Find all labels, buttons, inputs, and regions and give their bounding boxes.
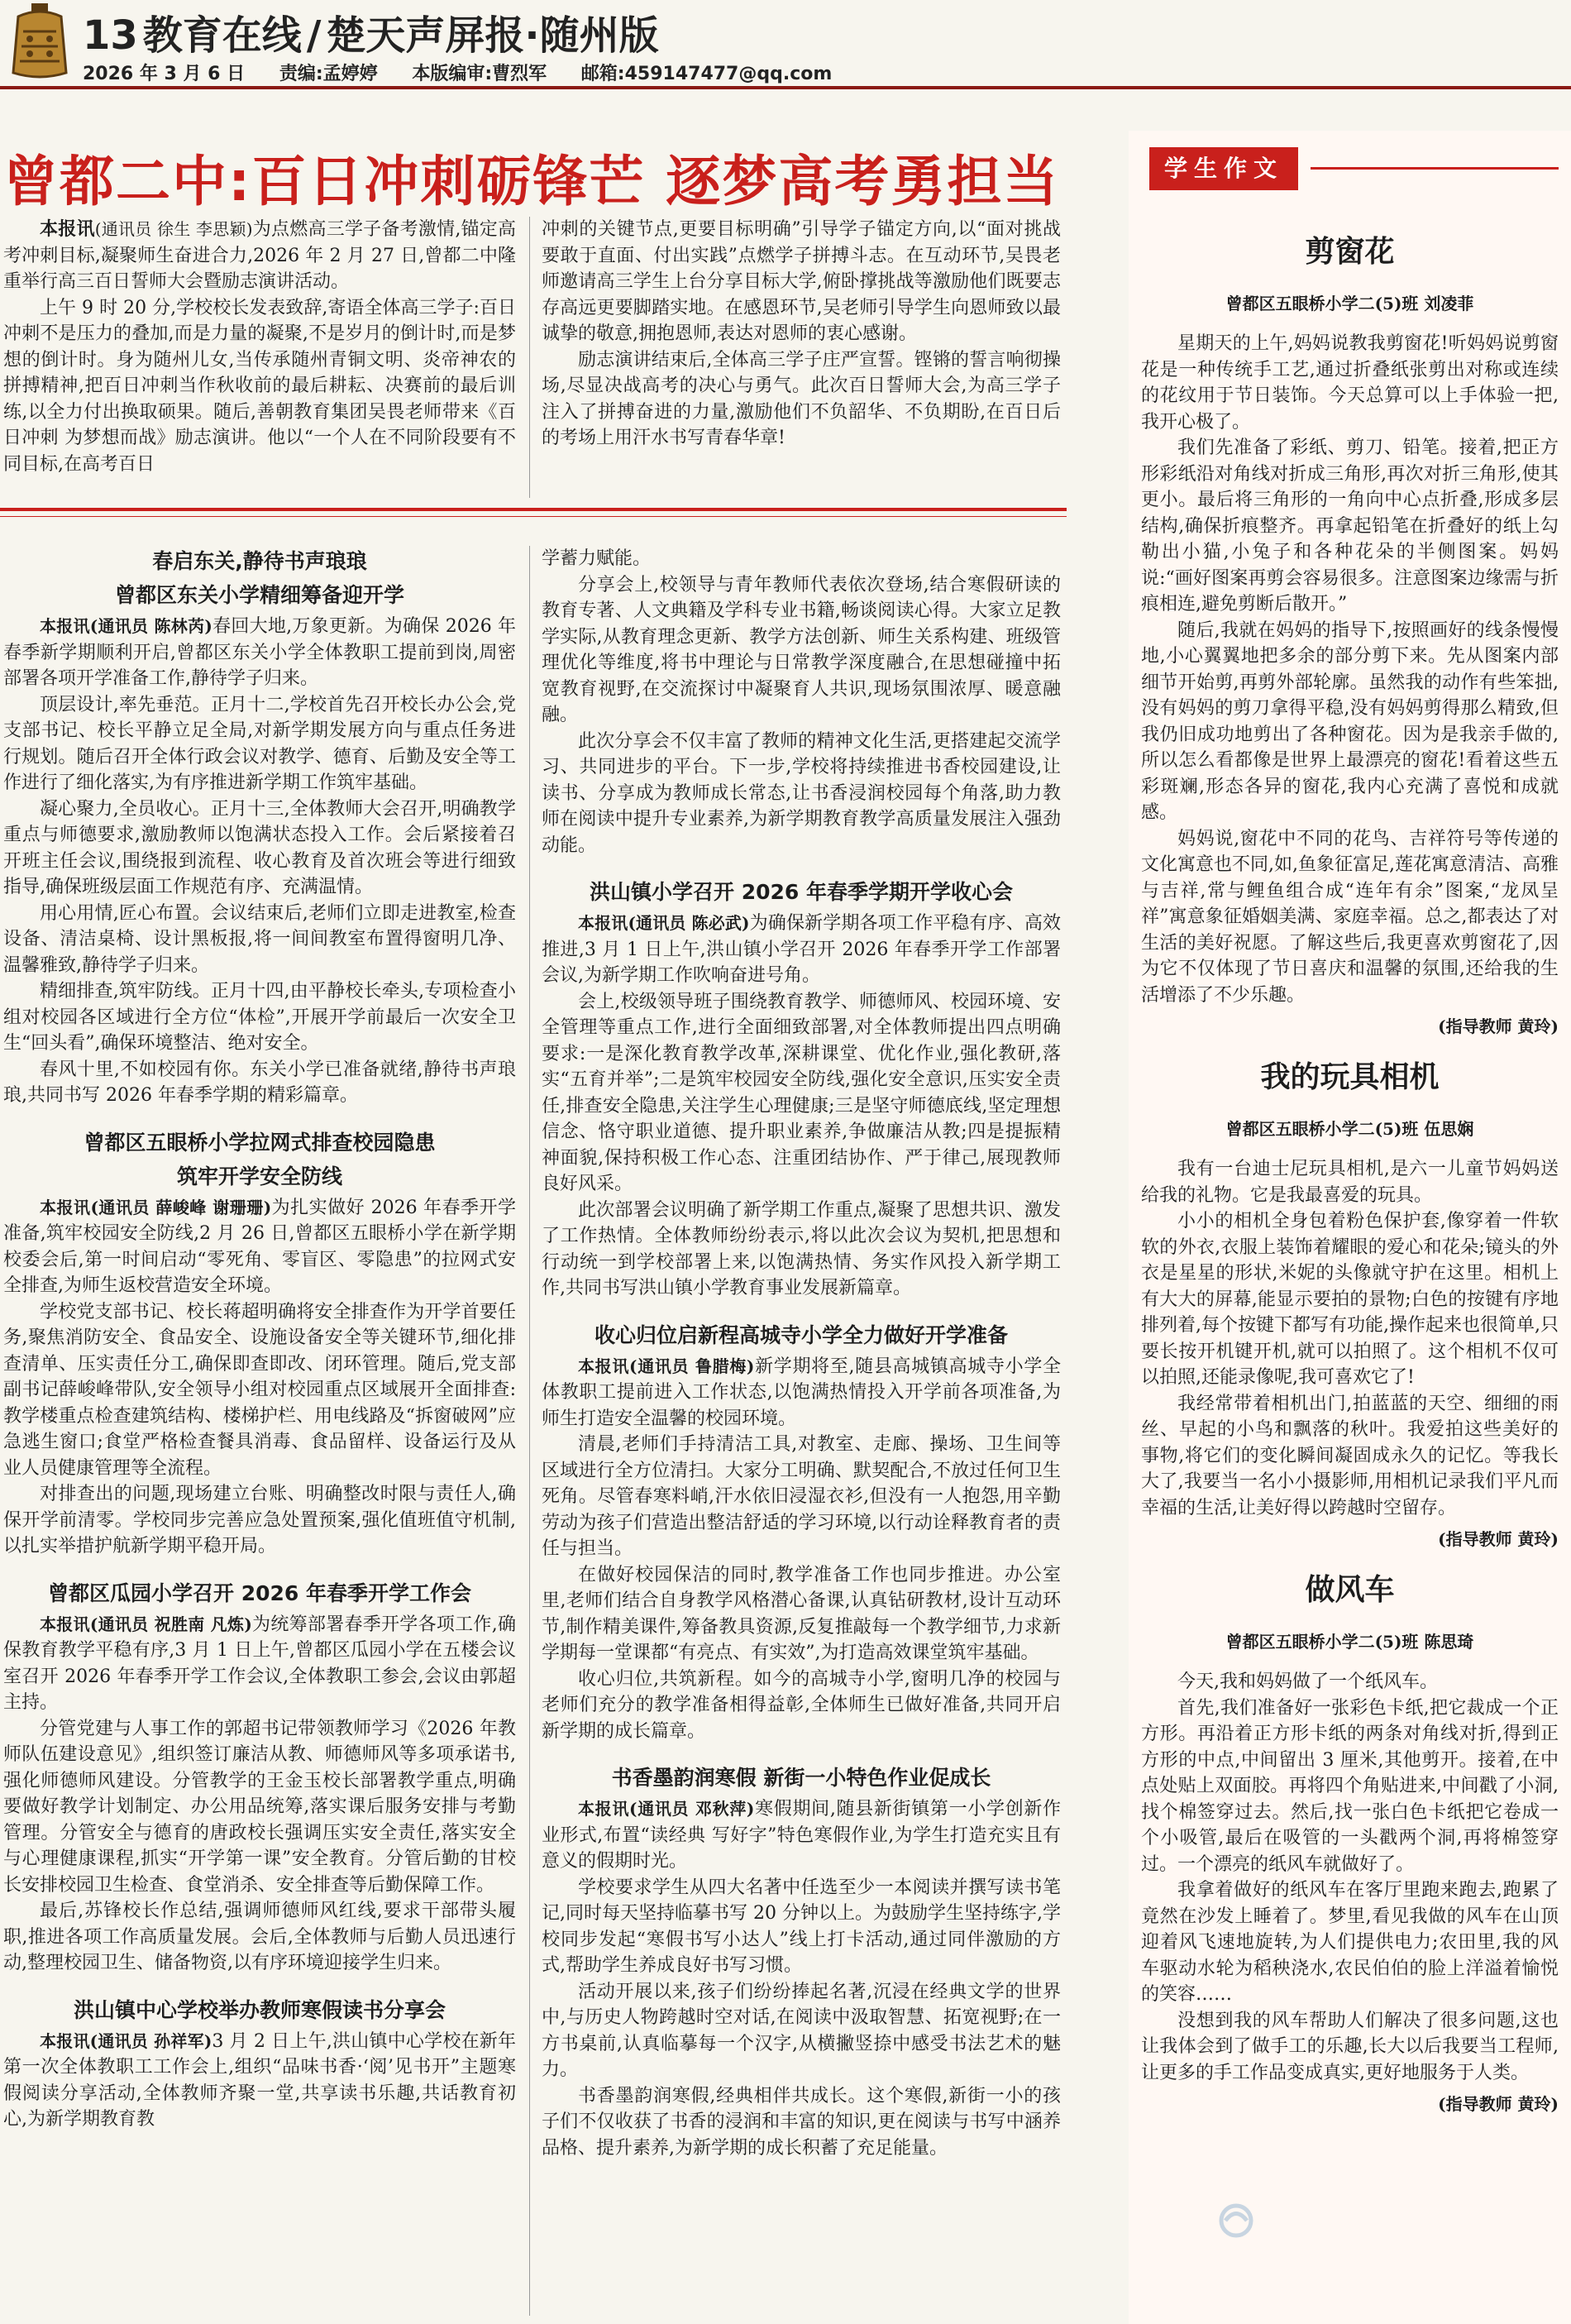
masthead [0,0,1571,89]
article-byline: 本报讯(通讯员 薛峻峰 谢珊珊) [40,1197,272,1217]
article-hongshan-reading: 洪山镇中心学校举办教师寒假读书分享会 本报讯(通讯员 孙祥军)3 月 2 日上午,洪山镇中心学校在新年第一次全体教职工工作会上,组织“品味书香·‘阅’见书开”主题寒假阅读分享活动,全体教师齐聚一堂,共享读书乐趣,共话教育初心,为新学期教育教 [3,1995,516,2133]
paper-name: 楚天声屏报·随州版 [326,12,659,59]
essay-column [1141,213,1559,2321]
watermark-logo-icon [1215,2200,1430,2241]
article-title: 书香墨韵润寒假 新街一小特色作业促成长 [611,1766,991,1790]
article-xinjie: 书香墨韵润寒假 新街一小特色作业促成长 本报讯(通讯员 邓秋萍)寒假期间,随县新街镇第一小学创新作业形式,布置“读经典 写好字”特色寒假作业,为学生打造充实且有意义的假期时光。 学校要求学生从四大名著中任选至少一本阅读并撰写读书笔记,同时每天坚持临摹书写 20 分钟以上。为鼓励学生坚持练字,学校同步发起“寒假书写小达人”线上打卡活动,通过同伴激励的方式,帮助学生养成良好书写习惯。 活动开展以来,孩子们纷纷捧起名著,沉浸在经典文学的世界中,与历史人物跨越时空对话,在阅读中汲取智慧、拓宽视野;在一方书桌前,认真临摹每一个汉字,从横撇竖捺中感受书法艺术的魅力。 书香墨韵润寒假,经典相伴共成长。这个寒假,新街一小的孩子们不仅收获了书香的浸润和丰富的知识,更在阅读与书写中涵养品格、提升素养,为新学期的成长积蓄了充足能量。 [542,1762,1061,2161]
section-rule-thin [0,516,1067,517]
column-tag-rule [1311,167,1559,170]
article-hongshan-reading-cont: 学蓄力赋能。 分享会上,校领导与青年教师代表依次登场,结合寒假研读的教育专著、人文典籍及学科专业书籍,畅谈阅读心得。大家立足教学实际,从教育理念更新、教学方法创新、师生关系构建、班级管理优化等维度,将书中理论与日常教学深度融合,在思想碰撞中拓宽教育视野,在交流探讨中凝聚育人共识,现场氛围浓厚、暖意融融。 此次分享会不仅丰富了教师的精神文化生活,更搭建起交流学习、共同进步的平台。下一步,学校将持续推进书香校园建设,让读书、分享成为教师成长常态,让书香浸润校园每个角落,助力教师在阅读中提升专业素养,为新学期教育教学高质量发展注入强劲动能。 [542,548,1061,856]
article-byline: 本报讯(通讯员 孙祥军) [40,2030,212,2051]
column-tag: 学生作文 [1149,147,1298,190]
article-byline: 本报讯(通讯员 邓秋萍) [578,1799,755,1819]
lead-paragraph: 上午 9 时 20 分,学校校长发表致辞,寄语全体高三学子:百日冲刺不是压力的叠加,而是力量的凝聚,不是岁月的倒计时,而是梦想的倒计时。身为随州儿女,当传承随州青铜文明、炎帝神农的拼搏精神,把百日冲刺当作秋收前的最后耕耘、决赛前的最后训练,以全力付出换取硕果。随后,善朝教育集团吴畏老师带来《百日冲刺 为梦想而战》励志演讲。他以“一个人在不同阶段要有不同目标,在高考百日 [3,297,516,475]
article-subtitle: 筑牢开学安全防线 [176,1164,342,1188]
essay-author: 曾都区五眼桥小学二(5)班 陈思琦 [1225,1632,1474,1652]
essay-toy-camera: 我的玩具相机 曾都区五眼桥小学二(5)班 伍思娴 我有一台迪士尼玩具相机,是六一儿童节妈妈送给我的礼物。它是我最喜爱的玩具。 小小的相机全身包着粉色保护套,像穿着一件软软的外衣,衣服上装饰着耀眼的爱心和花朵;镜头的外衣是星星的形状,米妮的头像就守护在这里。相机上有大大的屏幕,能显示要拍的景物;白色的按键有序地排列着,每个按键下都写有功能,操作起来也很简单,只要长按开机键开机,就可以拍照了。这个相机不仅可以拍照,还能录像呢,我可喜欢它了! 我经常带着相机出门,拍蓝蓝的天空、细细的雨丝、早起的小鸟和飘落的秋叶。我爱拍这些美好的事物,将它们的变化瞬间凝固成永久的记忆。等我长大了,我要当一名小小摄影师,用相机记录我们平凡而幸福的生活,让美好得以跨越时空留存。 (指导教师 黄玲) [1141,1054,1559,1550]
left-column [3,546,516,2324]
article-subtitle: 曾都区东关小学精细筹备迎开学 [114,583,404,607]
article-byline: 本报讯(通讯员 陈必武) [578,913,750,933]
column-divider [529,546,530,2316]
essay-title: 做风车 [1305,1573,1395,1607]
article-title: 曾都区瓜园小学召开 2026 年春季开学工作会 [48,1580,471,1605]
masthead-rule [0,86,1571,89]
email: 邮箱:459147477@qq.com [580,64,833,84]
essay-teacher: (指导教师 黄玲) [1438,1529,1559,1549]
bronze-bell-logo-icon [7,2,73,84]
lead-headline: 曾都二中:百日冲刺砺锋芒 逐梦高考勇担当 [3,150,1060,213]
article-title: 春启东关,静待书声琅琅 [152,549,367,573]
page-number: 13 [83,12,138,59]
section-name: 教育在线 [142,12,302,59]
article-wuyanqiao: 曾都区五眼桥小学拉网式排查校园隐患 筑牢开学安全防线 本报讯(通讯员 薛峻峰 谢珊珊)为扎实做好 2026 年春季开学准备,筑牢校园安全防线,2 月 26 日,曾都区五眼桥小学在新学期校委会后,第一时间启动“零死角、零盲区、零隐患”的拉网式安全排查,为师生返校营造安全环境。 学校党支部书记、校长蒋超明确将安全排查作为开学首要任务,聚焦消防安全、食品安全、设施设备安全等关键环节,细化排查清单、压实责任分工,确保即查即改、闭环管理。随后,党支部副书记薛峻峰带队,安全领导小组对校园重点区域展开全面排查:教学楼重点检查建筑结构、楼梯护栏、用电线路及“拆窗破网”应急逃生窗口;食堂严格检查餐具消毒、食品留样、设备运行及从业人员健康管理等全流程。 对排查出的问题,现场建立台账、明确整改时限与责任人,确保开学前清零。学校同步完善应急处置预案,强化值班值守机制,以扎实举措护航新学期平稳开局。 [3,1127,516,1560]
essay-teacher: (指导教师 黄玲) [1438,1016,1559,1036]
essay-author: 曾都区五眼桥小学二(5)班 伍思娴 [1225,1119,1474,1139]
title-separator: / [306,12,322,59]
layout-editor: 本版编审:曹烈军 [412,64,547,84]
article-hongshan-primary: 洪山镇小学召开 2026 年春季学期开学收心会 本报讯(通讯员 陈必武)为确保新学期各项工作平稳有序、高效推进,3 月 1 日上午,洪山镇小学召开 2026 年春季开学工作部署会议,为新学期工作吹响奋进号角。 会上,校级领导班子围绕教育教学、师德师风、校园环境、安全管理等重点工作,进行全面细致部署,对全体教师提出四点明确要求:一是深化教育教学改革,深耕课堂、优化作业,强化教研,落实“五育并举”;二是筑牢校园安全防线,强化安全意识,压实安全责任,排查安全隐患,关注学生心理健康;三是坚守师德底线,坚定理想信念、恪守职业道德、提升职业素养,争做廉洁从教;四是提振精神面貌,保持积极工作心态、注重团结协作、严于律己,展现教师良好风采。 此次部署会议明确了新学期工作重点,凝聚了思想共识、激发了工作热情。全体教师纷纷表示,将以此次会议为契机,把思想和行动统一到学校部署上来,以饱满热情、务实作风投入新学期工作,共同书写洪山镇小学教育事业发展新篇章。 [542,877,1061,1302]
lead-byline: (通讯员 徐生 李思颖) [94,219,253,239]
essay-author: 曾都区五眼桥小学二(5)班 刘凌菲 [1225,294,1474,313]
lead-article-col1 [3,217,516,498]
section-rule [0,508,1067,511]
lead-label: 本报讯 [40,218,95,240]
article-title: 洪山镇小学召开 2026 年春季学期开学收心会 [590,880,1013,904]
issue-date: 2026 年 3 月 6 日 [83,64,246,84]
essay-paper-cutting: 剪窗花 曾都区五眼桥小学二(5)班 刘凌菲 星期天的上午,妈妈说教我剪窗花!听妈妈说剪窗花是一种传统手工艺,通过折叠纸张剪出对称或连续的花纹用于节日装饰。今天总算可以上手体验一把,我开心极了。 我们先准备了彩纸、剪刀、铅笔。接着,把正方形彩纸沿对角线对折成三角形,再次对折三角形,使其更小。最后将三角形的一角向中心点折叠,形成多层结构,确保折痕整齐。再拿起铅笔在折叠好的纸上勾勒出小猫,小兔子和各种花朵的半侧图案。妈妈说:“画好图案再剪会容易很多。注意图案边缘需与折痕相连,避免剪断后散开。” 随后,我就在妈妈的指导下,按照画好的线条慢慢地,小心翼翼地把多余的部分剪下来。先从图案内部细节开始剪,再剪外部轮廓。虽然我的动作有些笨拙,没有妈妈的剪刀拿得平稳,没有妈妈剪得那么精致,但我仍旧成功地剪出了各种窗花。因为是我亲手做的,所以怎么看都像是世界上最漂亮的窗花!看着这些五彩斑斓,形态各异的窗花,我内心充满了喜悦和成就感。 妈妈说,窗花中不同的花鸟、吉祥符号等传递的文化寓意也不同,如,鱼象征富足,莲花寓意清洁、高雅与吉祥,常与鲤鱼组合成“连年有余”图案,“龙凤呈祥”寓意象征婚姻美满、家庭幸福。总之,都表达了对生活的美好祝愿。了解这些后,我更喜欢剪窗花了,因为它不仅体现了节日喜庆和温馨的氛围,还给我的生活增添了不少乐趣。 (指导教师 黄玲) [1141,228,1559,1037]
article-gaochengsi: 收心归位启新程高城寺小学全力做好开学准备 本报讯(通讯员 鲁腊梅)新学期将至,随县高城镇高城寺小学全体教职工提前进入工作状态,以饱满热情投入开学前各项准备,为师生打造安全温馨的校园环境。 清晨,老师们手持清洁工具,对教室、走廊、操场、卫生间等区域进行全方位清扫。大家分工明确、默契配合,不放过任何卫生死角。尽管春寒料峭,汗水依旧浸湿衣衫,但没有一人抱怨,用辛勤劳动为孩子们营造出整洁舒适的学习环境,以行动诠释教育者的责任与担当。 在做好校园保洁的同时,教学准备工作也同步推进。办公室里,老师们结合自身教学风格潜心备课,认真钻研教材,设计互动环节,制作精美课件,筹备教具资源,反复推敲每一个教学细节,力求新学期每一堂课都“有亮点、有实效”,为打造高效课堂筑牢基础。 收心归位,共筑新程。如今的高城寺小学,窗明几净的校园与老师们充分的教学准备相得益彰,全体师生已做好准备,共同开启新学期的成长篇章。 [542,1320,1061,1745]
lead-paragraph: 励志演讲结束后,全体高三学子庄严宣誓。铿锵的誓言响彻操场,尽显决战高考的决心与勇气。此次百日誓师大会,为高三学子注入了拼搏奋进的力量,激励他们不负韶华、不负期盼,在百日后的考场上用汗水书写青春华章! [542,349,1061,448]
article-title: 收心归位启新程高城寺小学全力做好开学准备 [594,1322,1008,1347]
essay-title: 我的玩具相机 [1260,1060,1440,1094]
article-byline: 本报讯(通讯员 陈林芮) [40,616,212,636]
editor: 责编:孟婷婷 [279,64,378,84]
article-title: 洪山镇中心学校举办教师寒假读书分享会 [73,1997,446,2022]
article-dongguan: 春启东关,静待书声琅琅 曾都区东关小学精细筹备迎开学 本报讯(通讯员 陈林芮)春回大地,万象更新。为确保 2026 年春季新学期顺利开启,曾都区东关小学全体教职工提前到岗,周密部署各项开学准备工作,静待学子归来。 顶层设计,率先垂范。正月十二,学校首先召开校长办公会,党支部书记、校长平静立足全局,对新学期发展方向与重点任务进行规划。随后召开全体行政会议对教学、德育、后勤及安全等工作进行了细化落实,为有序推进新学期工作筑牢基础。 凝心聚力,全员收心。正月十三,全体教师大会召开,明确教学重点与师德要求,激励教师以饱满状态投入工作。会后紧接着召开班主任会议,围绕报到流程、收心教育及首次班会等进行细致指导,确保班级层面工作规范有序、充满温情。 用心用情,匠心布置。会议结束后,老师们立即走进教室,检查设备、清洁桌椅、设计黑板报,将一间间教室布置得窗明几净、温馨雅致,静待学子归来。 精细排查,筑牢防线。正月十四,由平静校长牵头,专项检查小组对校园各区域进行全方位“体检”,开展开学前最后一次安全卫生“回头看”,确保环境整洁、绝对安全。 春风十里,不如校园有你。东关小学已准备就绪,静待书声琅琅,共同书写 2026 年春季学期的精彩篇章。 [3,546,516,1109]
column-divider [529,217,530,498]
lead-article-col2 [542,217,1061,498]
essay-teacher: (指导教师 黄玲) [1438,2094,1559,2114]
lead-paragraph: 本报讯(通讯员 徐生 李思颖)为点燃高三学子备考激情,锚定高考冲刺目标,凝聚师生奋进合力,2026 年 2 月 27 日,曾都二中隆重举行高三百日誓师大会暨励志演讲活动。 [3,218,516,292]
article-byline: 本报讯(通讯员 鲁腊梅) [578,1356,755,1376]
middle-column [542,546,1061,2324]
lead-paragraph: 冲刺的关键节点,更要目标明确”引导学子锚定方向,以“面对挑战要敢于直面、付出实践”点燃学子拼搏斗志。在互动环节,吴畏老师邀请高三学生上台分享目标大学,俯卧撑挑战等激励他们既要志存高远更要脚踏实地。在感恩环节,吴老师引导学生向恩师致以最诚挚的敬意,拥抱恩师,表达对恩师的衷心感谢。 [542,219,1061,344]
essay-pinwheel: 做风车 曾都区五眼桥小学二(5)班 陈思琦 今天,我和妈妈做了一个纸风车。 首先,我们准备好一张彩色卡纸,把它裁成一个正方形。再沿着正方形卡纸的两条对角线对折,得到正方形的中点,中间留出 3 厘米,其他剪开。接着,在中点处贴上双面胶。再将四个角贴进来,中间戳了小洞,找个棉签穿过去。然后,找一张白色卡纸把它卷成一个小吸管,最后在吸管的一头戳两个洞,再将棉签穿过。一个漂亮的纸风车就做好了。 我拿着做好的纸风车在客厅里跑来跑去,跑累了竟然在沙发上睡着了。梦里,看见我做的风车在山顶迎着风飞速地旋转,为人们提供电力;农田里,我的风车驱动水轮为稻秧浇水,农民伯伯的脸上洋溢着愉悦的笑容…… 没想到我的风车帮助人们解决了很多问题,这也让我体会到了做手工的乐趣,长大以后我要当工程师,让更多的手工作品变成真实,更好地服务于人类。 (指导教师 黄玲) [1141,1566,1559,2115]
masthead-title [83,3,659,60]
article-title: 曾都区五眼桥小学拉网式排查校园隐患 [84,1130,436,1155]
essay-title: 剪窗花 [1305,235,1395,269]
masthead-meta [83,60,860,85]
article-byline: 本报讯(通讯员 祝胜南 凡炼) [40,1614,252,1634]
article-guayuan: 曾都区瓜园小学召开 2026 年春季开学工作会 本报讯(通讯员 祝胜南 凡炼)为统筹部署春季开学各项工作,确保教育教学平稳有序,3 月 1 日上午,曾都区瓜园小学在五楼会议室召开 2026 年春季开学工作会议,全体教职工参会,会议由郭超主持。 分管党建与人事工作的郭超书记带领教师学习《2026 年教师队伍建设意见》,组织签订廉洁从教、师德师风等多项承诺书,强化师德师风建设。分管教学的王金玉校长部署教学重点,明确要做好教学计划制定、办公用品统筹,落实课后服务安排与考勤管理。分管安全与德育的唐政校长强调压实安全责任,落实安全与心理健康课程,抓实“开学第一课”安全教育。分管后勤的甘校长安排校园卫生检查、食堂消杀、安全排查等后勤保障工作。 最后,苏锋校长作总结,强调师德师风红线,要求干部带头履职,推进各项工作高质量发展。会后,全体教师与后勤人员迅速行动,整理校园卫生、储备物资,以有序环境迎接学生归来。 [3,1578,516,1977]
